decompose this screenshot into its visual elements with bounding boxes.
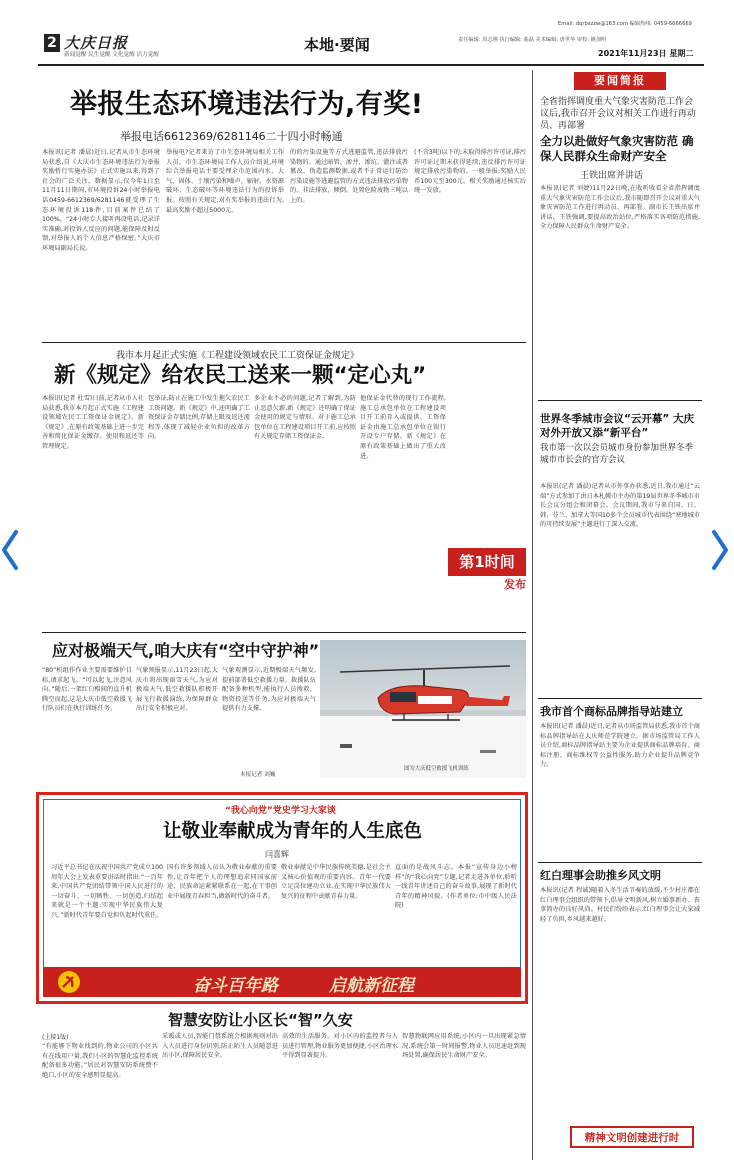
bottom-byline: (上接1版)	[42, 1034, 69, 1041]
series-col-3: 敬业奉献是中华民族传统美德,是社会主义核心价值观的重要内容。青年一代要立足岗位建功立业,在实现中华民族伟大复兴的征程中贡献青春力量。	[281, 864, 391, 900]
bottom-col-1: “有能够下物业找到的,物业公司的小区共有在线用户量,我们小区的智慧化监控系统配备很多功能。”居民对智慧安防系统赞不绝口,小区的安全感明显提高。	[42, 1043, 158, 1079]
middle-col-4: 他保证金代替的现行工作流程,施工总承包单位在工程建设项目开工前存入或提供。工资保证金由施工总承包单位在银行开设专户存储。新《规定》在原有政策基础上做出了重大改进。	[360, 395, 446, 460]
brief-2-subtitle: 我市第一次以会员城市身份参加世界冬季城市市长会的官方会议	[540, 443, 694, 465]
middle-rule	[42, 632, 526, 633]
brief-1-title: 全力以赴做好气象灾害防范 确保人民群众生命财产安全	[540, 134, 694, 163]
next-page-button[interactable]	[708, 528, 730, 572]
chevron-left-icon	[0, 528, 22, 572]
lead-col-4: (不含3吨)以下的;未取得排污许可证,排污许可证过期未获得延续;违反排污许可证规定排放污染物的。一般举报:奖励人民币100元至300元。相关奖励通过核实后统一发放。	[414, 149, 526, 195]
helicopter-photo	[320, 640, 526, 778]
weather-col-3: 气象观测显示,近期极端天气频发,提前部署低空救援力量。救援队伍配备多种机型,能执行人员搜救、物资投送等任务,为应对极端天气提供有力支撑。	[222, 667, 316, 713]
series-kicker: “我心向党”党史学习大家谈	[225, 806, 336, 816]
first-time-badge	[448, 548, 526, 592]
badge-number: 第1时间	[448, 548, 526, 576]
party-emblem-icon	[57, 970, 81, 994]
series-col-2: 国有许多领域人员认为敬业奉献的重要性,让青年把个人的理想追求同国家前途、民族命运紧紧联系在一起,在干事创业中展现青春担当,做新时代的奋斗者。	[167, 864, 277, 900]
middle-kicker: 我市本月起正式实施《工程建设领域农民工工资保证金规定》	[116, 351, 360, 361]
banner-slogan-right: 启航新征程	[329, 976, 414, 996]
chevron-right-icon	[708, 528, 730, 572]
brief-2-text: 本报讯(记者 潘晨)记者从市外事办获悉,近日,我市通过“云端”方式参加了由日本札幌市主办的第19届世界冬季城市市长会议分组会和闭幕会。会议期间,我市与来自国、日、韩、芬兰、加拿大等国10多个会员城市代表围绕“寒地城市的可持续发展”主题进行了深入交流。	[540, 483, 700, 529]
lead-col-2: 举报电?记者来访了市生态环境局相关工作人员。市生态环境局工作人员介绍说,环境综合举报电话主要受理全市范围内水、大气、固体、土壤污染和噪声、辐射、水资源破坏、生态破坏等环境违法行为的投诉举报。按照有关规定,对有奖举报的违法行为,最高奖励不超过5000元。	[166, 149, 284, 214]
lead-subhead: 举报电话6612369/6281146二十四小时畅通	[120, 130, 343, 143]
masthead	[38, 16, 704, 62]
sidebar-banner: 要闻简报	[574, 72, 666, 90]
brief-4-title: 红白理事会助推乡风文明	[540, 869, 661, 882]
civilization-slogan: 精神文明创建进行时	[584, 1132, 680, 1144]
bottom-col-2: 采暖或人员,智能门禁系统会根据规则对出入人员进行身份识别,防止陌生人员随意进出小区,保障居民安全。	[162, 1033, 278, 1060]
series-box	[36, 792, 528, 1004]
section-title: 本地·要闻	[304, 36, 370, 54]
header-rule	[38, 64, 704, 66]
lead-col-3: 的的污染设施等方式逃避监管,违法排放污染物的。通过暗管、渗井、渗坑、灌注或者篡改、伪造监测数据,或者不正常运行防治污染设施等逃避监管的方式违法排放污染物的。非法排放、倾倒、处置危险废物三吨以上的。	[290, 149, 408, 204]
issue-date: 2021年11月23日 星期二	[598, 49, 694, 58]
series-col-4: 直面的是战风斗志。本报“宣传身边小榜样”的“我心向党”专题,记者走进各单位,聆听一线青年讲述自己的奋斗故事,展现了新时代青年的精神风貌。(作者单位:市中级人民法院)	[395, 864, 517, 910]
middle-col-3: 多企业不必的问题,记者了解到,为防止恶意欠薪,新《规定》还明确了保证金使用的规定与情形。对于施工总承包单位在工程建设项目开工前,应按照有关规定存储工资保证金。	[254, 395, 356, 441]
bottom-headline: 智慧安防让小区长“智”久安	[168, 1011, 353, 1029]
paper-name: 大庆日报	[64, 34, 129, 52]
sidebar-rule-1	[538, 400, 702, 401]
lead-col-1: 本报讯(记者 潘晨)近日,记者从市生态环境局获悉,自《大庆市生态环境违法行为举报奖励暂行实施办法》正式实施以来,得到了社会的广泛关注。数据显示,仅今年1日至11月11日期间,市环境投诉24小时举报电话0459-6612369/6281146就受理了生态环境投诉118件,目前案件已结了100%。“24小时专人接听再设电话,记录详实准确,对投诉人反应的问题,能保障及时反馈,对举报人的个人信息严格保密。”大庆市环境局副局长说。	[42, 149, 160, 252]
brief-1-text: 本报讯(记者 刘婕)11月22日晚,在收听收看全省指挥调度重大气象灾害防范工作会议后,我市随即召开会议对重大气象灾害防范工作进行再动员、再部署。副市长王铁出席并讲话。王铁强调,要提高政治站位,严格落实各项防范措施,全力保障人民群众生命财产安全。	[540, 185, 700, 231]
badge-sub: 发布	[504, 578, 526, 591]
bottom-col-4: 智慧物联网应用系统,小区内一旦出现紧急情况,系统会第一时间报警,物业人员迅速赶到现场处置,确保居民生命财产安全。	[402, 1033, 526, 1060]
series-col-1: 习近平总书记在庆祝中国共产党成立100周年大会上发表重要讲话时指出:“一百年来,中国共产党团结带领中国人民进行的一切奋斗、一切牺牲、一切创造,归结起来就是一个主题:实现中华民族伟大复兴。”新时代青年要自觉担负起时代重任。	[51, 864, 163, 919]
brief-2-title: 世界冬季城市会议“云开幕” 大庆对外开放又添“新平台”	[540, 413, 694, 439]
prev-page-button[interactable]	[0, 528, 22, 572]
middle-headline: 新《规定》给农民工送来一颗“定心丸”	[54, 363, 427, 388]
civilization-slogan-box	[570, 1126, 694, 1148]
sidebar-divider	[532, 70, 533, 1160]
banner-slogan-left: 奋斗百年路	[193, 976, 278, 996]
brief-1-byline: 王铁出席并讲话	[580, 171, 644, 181]
weather-headline: 应对极端天气,咱大庆有“空中守护神”	[52, 641, 320, 660]
weather-col-2: 气象预报显示,11月23日起,大庆市将出现雨雪天气,为应对极端天气,低空救援队积极开展飞行救援演练,为保障群众出行安全积极应对。	[136, 667, 218, 713]
sidebar-rule-2	[538, 698, 702, 699]
paper-slogans: 新闻觉醒 民生觉醒 文化觉醒 活力觉醒	[64, 52, 159, 58]
series-author: 闫喜辉	[265, 850, 289, 859]
series-banner	[43, 967, 521, 997]
photo-caption: 图为大庆低空救援飞机训练	[404, 766, 469, 772]
lead-rule	[42, 342, 526, 343]
helicopter-photo-art	[320, 640, 526, 778]
bottom-col-3: 高效的生活服务。对小区内的监控者与人员进行管理,物业服务更加便捷,小区治理水平得到显著提升。	[282, 1033, 398, 1060]
brief-3-title: 我市首个商标品牌指导站建立	[540, 705, 683, 718]
page-number: 2	[44, 34, 60, 52]
weather-col-1: “80”机组作作业主要需要维护目标,请求起飞。“可以起飞,注意风向。”随后,一架红白相间的直升机腾空而起,这是大庆市低空救援飞行队员们在执行训练任务。	[42, 667, 132, 713]
brief-1-kicker: 全省指挥调度重大气象灾害防范工作会议后,我市召开会议对相关工作进行再动员、再部署	[540, 97, 696, 131]
brief-4-text: 本报讯(记者 程诚)随着入冬生活节奏的放缓,不少村庄都在红白理事会组织的带领下,倡导文明新风,树立婚事新办、丧事简办的良好风尚。村民们纷纷表示,红白理事会让大家减轻了负担,乡风越来越好。	[540, 887, 700, 923]
contact-info: Email: dqrbszzw@163.com 编辑热线: 0459-6666669	[558, 21, 692, 27]
staff-info: 责任编辑: 周志刚 执行编辑: 曲磊 美术编辑: 唐世华 审校: 姚加明	[458, 37, 607, 43]
sidebar-rule-3	[538, 862, 702, 863]
brief-3-text: 本报讯(记者 潘晨)近日,记者从市场监管局获悉,我市首个商标品牌指导站在大庆师范学院建立。据市场监管局工作人员介绍,商标品牌指导站主要为企业提供商标品牌培育、商标注册、商标维权等公益性服务,助力企业提升品牌竞争力。	[540, 723, 700, 769]
photo-credit: 本报记者 刘巍	[240, 772, 276, 778]
middle-col-2: 包举证,防止在施工中发生拖欠农民工工资问题。新《规定》中,还明确了工资保证金存储比例,存储上限及返还流程等,体现了减轻企业负担的改革方向。	[148, 395, 250, 441]
series-headline: 让敬业奉献成为青年的人生底色	[163, 821, 423, 842]
lead-headline: 举报生态环境违法行为,有奖!	[70, 89, 424, 120]
middle-col-1: 本报讯(记者 杜雪)日前,记者从市人社局获悉,我市本月起正式实施《工程建设领域农民工工资保证金规定》。新《规定》,在原有政策基础上进一步完善和简化保证金缴存、使用和返还等管理规定。	[42, 395, 144, 450]
